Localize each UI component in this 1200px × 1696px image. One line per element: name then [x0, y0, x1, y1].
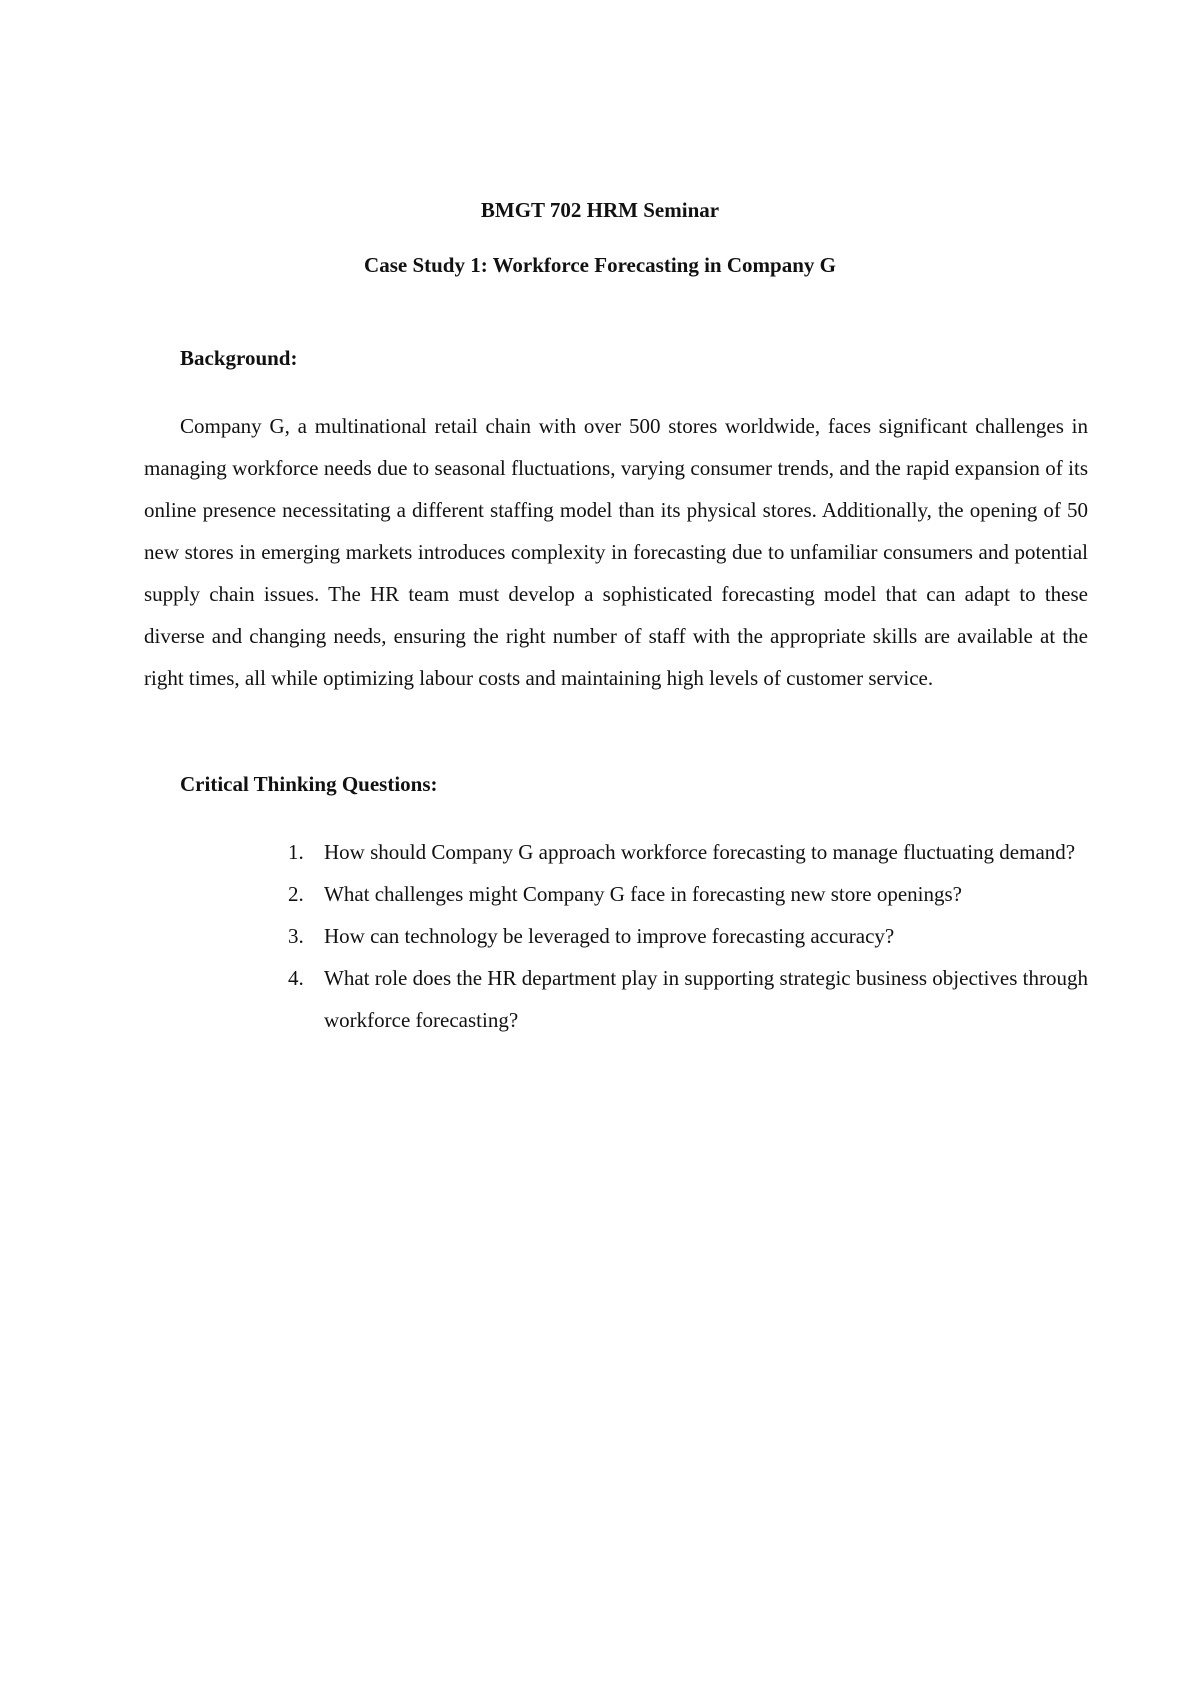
case-study-title: Case Study 1: Workforce Forecasting in Company G	[364, 253, 836, 277]
question-item	[288, 957, 1088, 1041]
question-text: How can technology be leveraged to improve forecasting accuracy?	[324, 924, 895, 948]
question-number: 2.	[288, 882, 304, 906]
course-title: BMGT 702 HRM Seminar	[480, 198, 720, 222]
question-item	[288, 831, 1088, 873]
question-item	[288, 873, 1088, 915]
question-number: 3.	[288, 924, 304, 948]
question-number: 1.	[288, 840, 304, 864]
background-heading: Background:	[180, 346, 298, 370]
question-text: What role does the HR department play in supporting strategic business objectives through workforce forecasting?	[324, 966, 1088, 1032]
question-list	[288, 831, 1088, 1041]
question-text: How should Company G approach workforce forecasting to manage fluctuating demand?	[324, 840, 1076, 864]
question-item	[288, 915, 1088, 957]
background-paragraph: Company G, a multinational retail chain with over 500 stores worldwide, faces significant challenges in managing workforce needs due to seasonal fluctuations, varying consumer trends, and the rapid expansion of its online presence necessitating a different staffing model than its physical stores. Additionally, the opening of 50 new stores in emerging markets introduces complexity in forecasting due to unfamiliar consumers and potential supply chain issues. The HR team must develop a sophisticated forecasting model that can adapt to these diverse and changing needs, ensuring the right number of staff with the appropriate skills are available at the right times, all while optimizing labour costs and maintaining high levels of customer service.	[144, 414, 1088, 690]
question-text: What challenges might Company G face in forecasting new store openings?	[324, 882, 962, 906]
question-number: 4.	[288, 966, 304, 990]
questions-heading: Critical Thinking Questions:	[180, 772, 438, 796]
